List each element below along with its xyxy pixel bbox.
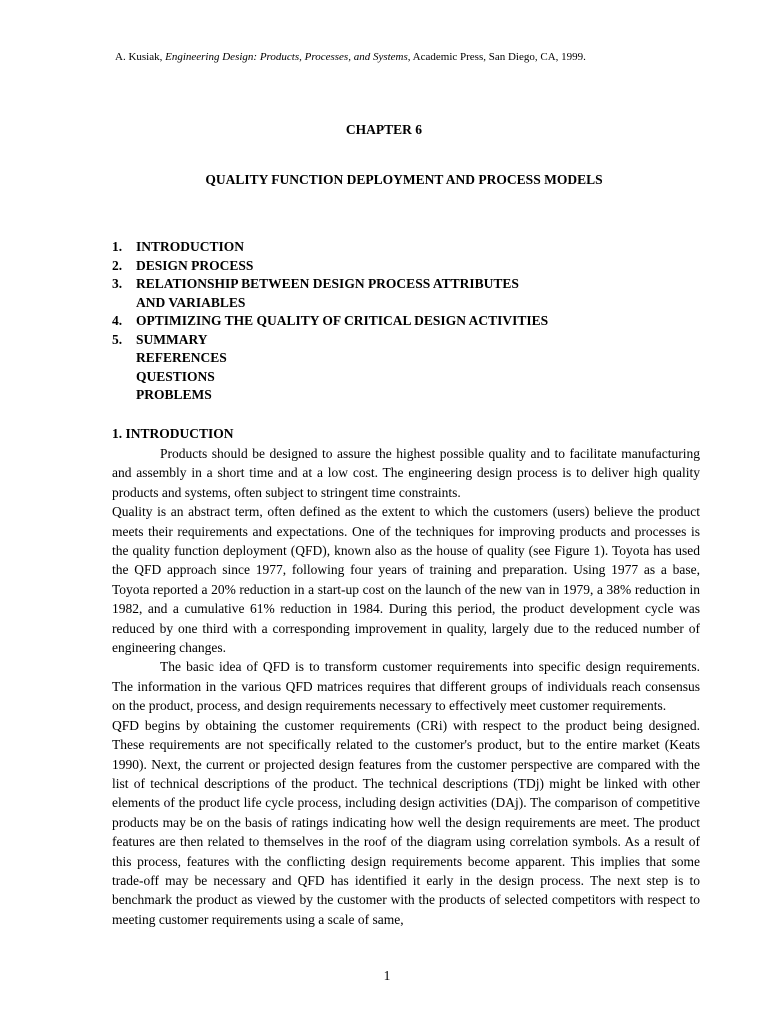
- citation-author: A. Kusiak,: [115, 51, 166, 63]
- toc-item: [112, 238, 548, 257]
- toc-item-number: 5.: [112, 331, 123, 347]
- toc-item: [112, 294, 548, 313]
- toc-item: [112, 368, 548, 387]
- section-heading: 1. INTRODUCTION: [112, 426, 234, 441]
- toc-item-number: 3.: [112, 276, 123, 291]
- toc-item: [112, 275, 548, 294]
- toc-item-number: 4.: [112, 313, 123, 328]
- toc-item-text: DESIGN PROCESS: [136, 257, 254, 273]
- toc-item-text: AND VARIABLES: [136, 294, 246, 310]
- toc-item-text: PROBLEMS: [136, 387, 212, 402]
- body-paragraph: The basic idea of QFD is to transform customer requirements into specific design requirements. The information in the various QFD matrices requires that different groups of individuals reach consensus on the product, process, and design requirements necessary to effectively meet customer requirements.: [112, 659, 700, 714]
- toc-item-text: QUESTIONS: [136, 368, 215, 384]
- toc-item: [112, 312, 548, 331]
- body-paragraph: QFD begins by obtaining the customer requirements (CRi) with respect to the product being designed. These requirements are not specifically related to the customer's product, but to the entire market (Keats 1990). Next, the current or projected design features from the customer perspective are compared with the list of technical descriptions of the product. The technical descriptions (TDj) might be linked with other elements of the product life cycle process, including design activities (DAj). The comparison of competitive products may be on the basis of ratings indicating how well the design requirements are meet. The product features are then related to themselves in the roof of the diagram using correlation symbols. As a result of this process, features with the conflicting design requirements become apparent. This implies that some trade-off may be necessary and QFD has identified it early in the design process. The next step is to benchmark the product as viewed by the customer with the products of selected competitors with respect to meeting customer requirements using a scale of same,: [112, 717, 700, 927]
- citation-book-title: Engineering Design: Products, Processes, and Systems: [165, 51, 408, 63]
- section-body: [112, 444, 700, 929]
- toc-item-number: 2.: [112, 257, 123, 273]
- toc-item: [112, 386, 548, 405]
- toc-item: [112, 257, 548, 276]
- toc-item-text: OPTIMIZING THE QUALITY OF CRITICAL DESIGN ACTIVITIES: [136, 313, 549, 328]
- page-number: 1: [383, 968, 391, 983]
- body-paragraph: Quality is an abstract term, often defined as the extent to which the customers (users) believe the product meets their requirements and expectations. One of the techniques for improving products and processes is the quality function deployment (QFD), known also as the house of quality (see Figure 1). Toyota has used the QFD approach since 1977, following four years of training and preparation. Using 1977 as a base, Toyota reported a 20% reduction in a start-up cost on the launch of the new van in 1979, a 38% reduction in 1982, and a cumulative 61% reduction in 1984. During this period, the product development cycle was reduced by one third with a corresponding improvement in quality, largely due to the reduced number of engineering changes.: [112, 504, 700, 656]
- toc-item: [112, 349, 548, 368]
- chapter-title: QUALITY FUNCTION DEPLOYMENT AND PROCESS MODELS: [205, 172, 603, 187]
- body-paragraph: Products should be designed to assure the highest possible quality and to facilitate manufacturing and assembly in a short time and at a low cost. The engineering design process is to deliver high quality products and systems, often subject to stringent time constraints.: [112, 446, 700, 500]
- toc-item-number: 1.: [112, 239, 123, 254]
- citation-header: [115, 51, 586, 63]
- toc-item-text: REFERENCES: [136, 350, 227, 365]
- citation-publisher: , Academic Press, San Diego, CA, 1999.: [407, 51, 586, 63]
- table-of-contents: [112, 238, 548, 405]
- chapter-label: CHAPTER 6: [345, 122, 423, 137]
- toc-item-text: INTRODUCTION: [136, 239, 245, 254]
- toc-item-text: RELATIONSHIP BETWEEN DESIGN PROCESS ATTRIBUTES: [136, 276, 519, 291]
- toc-item: [112, 331, 548, 350]
- toc-item-text: SUMMARY: [136, 331, 208, 347]
